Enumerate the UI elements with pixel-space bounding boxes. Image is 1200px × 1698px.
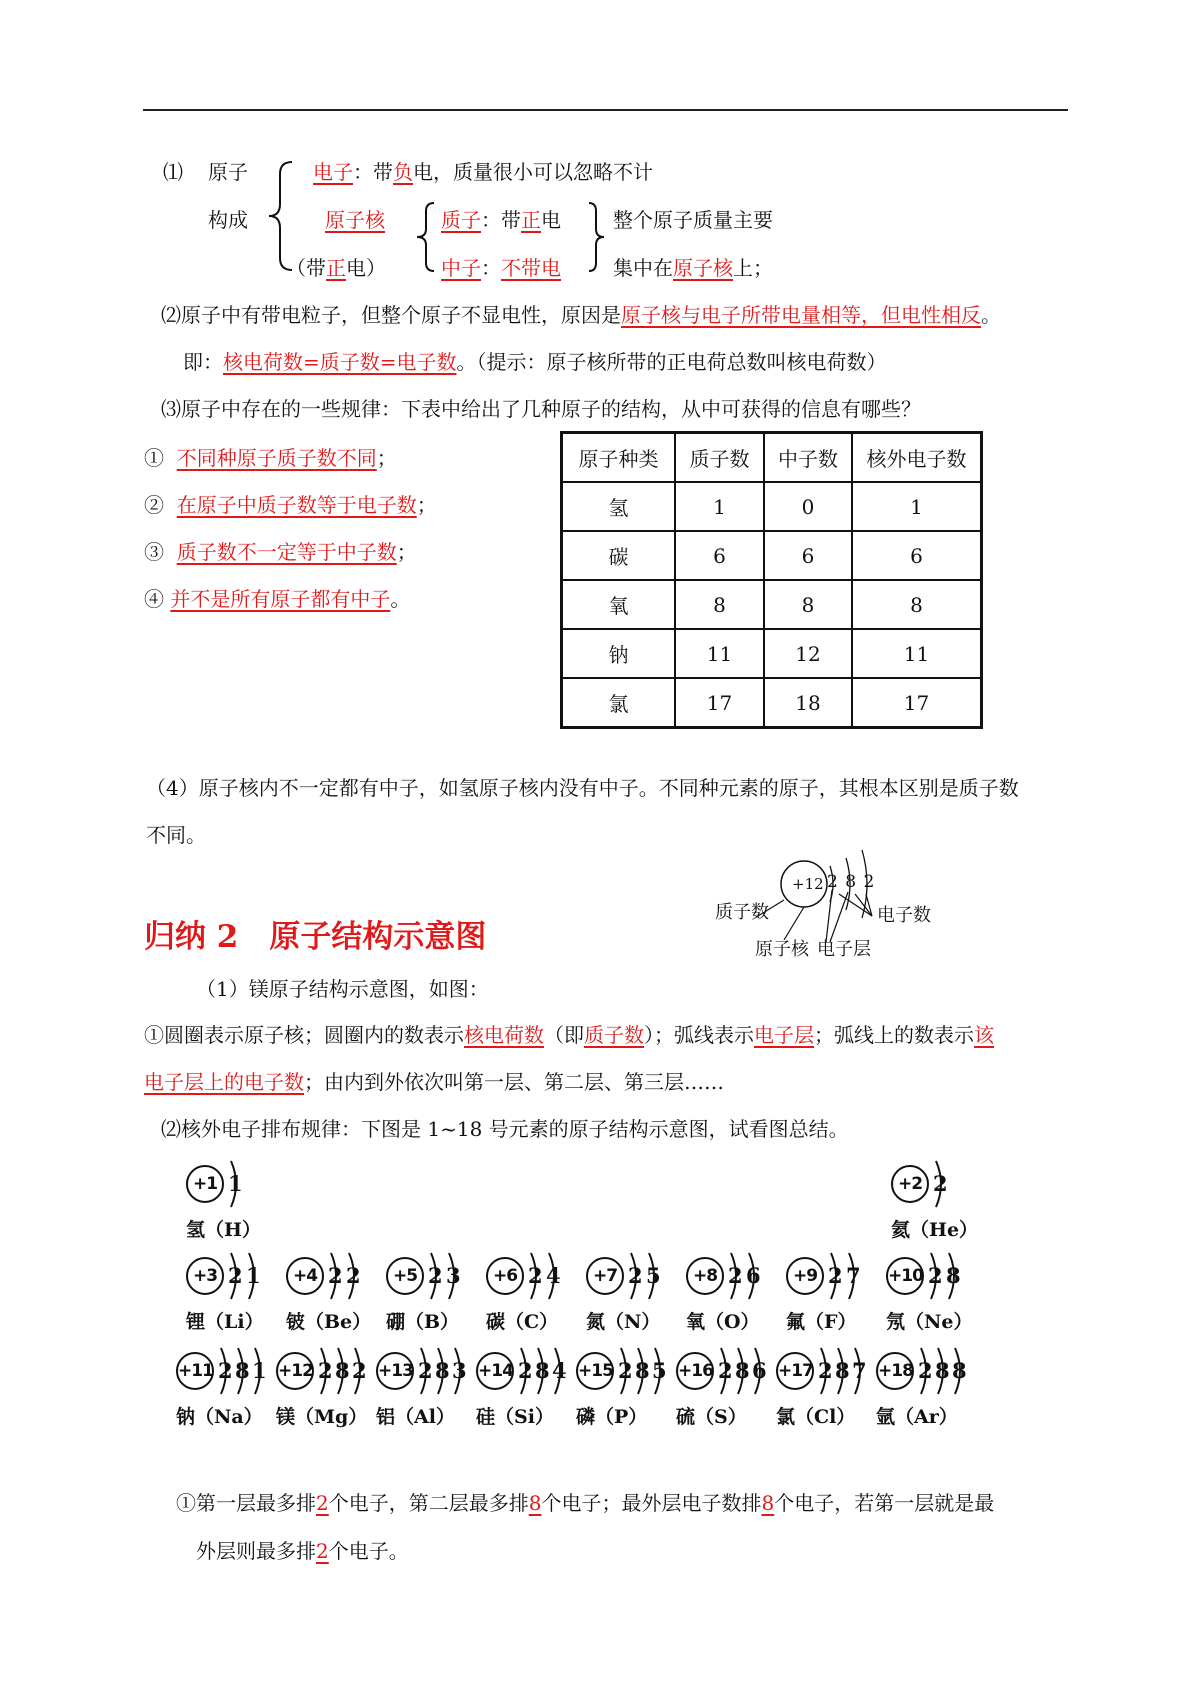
explanation-text: ；由内到外依次叫第一层、第二层、第三层…… <box>304 1070 724 1094</box>
table-cell: 12 <box>764 629 852 678</box>
atom-diagram <box>586 1257 686 1337</box>
table-cell: 1 <box>852 482 982 531</box>
mg-nucleus-charge: +12 <box>792 875 824 893</box>
atom-diagram <box>176 1352 276 1432</box>
shell-electron-count: 2 <box>528 1263 543 1288</box>
atom-nucleus: +14 <box>476 1352 514 1390</box>
table-header: 核外电子数 <box>852 433 982 483</box>
atom-diagram <box>186 1257 286 1337</box>
element-name: 氮（N） <box>586 1311 661 1333</box>
element-name: 氖（Ne） <box>886 1311 973 1333</box>
nucleus-charge <box>286 252 386 281</box>
element-name: 氢（H） <box>186 1219 261 1241</box>
element-name: 铝（Al） <box>376 1406 455 1428</box>
element-name: 氩（Ar） <box>876 1406 958 1428</box>
answer-outer-shell-max: 8 <box>761 1491 775 1515</box>
mass-note-2c: 上； <box>733 256 773 280</box>
explanation-text: ）；弧线表示 <box>644 1023 754 1047</box>
atom-diagram <box>376 1352 476 1432</box>
rule-item <box>144 536 417 565</box>
shell-electron-count: 6 <box>752 1358 767 1383</box>
atom-nucleus: +13 <box>376 1352 414 1390</box>
neutral-reason <box>161 299 1001 328</box>
shell-electron-count: 2 <box>352 1358 367 1383</box>
atom-table <box>560 431 983 729</box>
rule-number: ② <box>144 493 164 517</box>
table-cell: 0 <box>764 482 852 531</box>
table-row <box>562 629 982 678</box>
electron-layer-label: 电子层 <box>817 939 871 960</box>
atom-diagram <box>886 1257 986 1337</box>
proton-desc: ：带 <box>481 208 521 232</box>
nucleus-positive: 正 <box>326 256 346 280</box>
inner-brace <box>414 201 438 273</box>
arrangement-intro: ⑵核外电子排布规律：下图是 1~18 号元素的原子结构示意图，试看图总结。 <box>161 1117 849 1141</box>
table-cell: 钠 <box>562 629 676 678</box>
table-row <box>562 531 982 580</box>
rule-end: 。 <box>390 587 411 611</box>
atom-nucleus: +8 <box>686 1257 724 1295</box>
atom-nucleus: +18 <box>876 1352 914 1390</box>
element-name: 氯（Cl） <box>776 1406 856 1428</box>
table-cell: 11 <box>852 629 982 678</box>
rule-text: 外层则最多排 <box>196 1539 316 1563</box>
shell-electron-count: 2 <box>818 1358 833 1383</box>
mass-note-2a: 集中在 <box>613 256 673 280</box>
item-number: ⑴ <box>163 160 183 184</box>
answer-second-shell-max: 8 <box>528 1491 542 1515</box>
element-name: 磷（P） <box>576 1406 648 1428</box>
rule-item <box>144 442 397 471</box>
shell-electron-count: 1 <box>228 1171 243 1196</box>
answer-electrons-on-layer: 电子层上的电子数 <box>144 1070 304 1094</box>
neutral-answer: 原子核与电子所带电量相等，但电性相反 <box>621 303 981 327</box>
atom-nucleus: +17 <box>776 1352 814 1390</box>
shell-electron-count: 8 <box>235 1358 250 1383</box>
explanation-text: （即 <box>544 1023 584 1047</box>
table-cell: 氯 <box>562 678 676 728</box>
shell-electron-count: 5 <box>652 1358 667 1383</box>
atom-nucleus: +11 <box>176 1352 214 1390</box>
atom-diagram <box>576 1352 676 1432</box>
neutron-term: 中子 <box>441 256 481 280</box>
shell-electron-count: 3 <box>446 1263 461 1288</box>
element-name: 硅（Si） <box>476 1406 554 1428</box>
table-cell: 氧 <box>562 580 676 629</box>
atom-nucleus: +1 <box>186 1165 224 1203</box>
table-cell: 8 <box>852 580 982 629</box>
negative-charge: 负 <box>393 160 413 184</box>
shell-electron-count: 4 <box>546 1263 561 1288</box>
table-cell: 氢 <box>562 482 676 531</box>
rule-item <box>144 583 410 612</box>
answer-electron-layer: 电子层 <box>754 1023 814 1047</box>
atom-diagram <box>476 1352 576 1432</box>
shell-electron-count: 8 <box>952 1358 967 1383</box>
atom-diagram <box>486 1257 586 1337</box>
shell-electron-count: 7 <box>846 1263 861 1288</box>
shell-electron-count: 2 <box>718 1358 733 1383</box>
shell-electron-count: 8 <box>946 1263 961 1288</box>
neutron-note-line2: 不同。 <box>146 823 206 847</box>
atom-nucleus: +7 <box>586 1257 624 1295</box>
atom-label: 原子 <box>208 160 248 184</box>
table-cell: 8 <box>675 580 764 629</box>
explanation-text: ①圆圈表示原子核；圆圈内的数表示 <box>144 1023 464 1047</box>
table-row <box>562 678 982 728</box>
rule-end: ； <box>396 540 417 564</box>
explanation-text: ；弧线上的数表示 <box>814 1023 974 1047</box>
rule-end: ； <box>416 493 437 517</box>
shell-electron-count: 3 <box>452 1358 467 1383</box>
nucleus-term: 原子核 <box>325 208 385 232</box>
rule-text: 个电子，第二层最多排 <box>328 1491 529 1515</box>
table-header: 质子数 <box>675 433 764 483</box>
table-cell: 17 <box>675 678 764 728</box>
nucleus-label: 原子核 <box>755 939 809 960</box>
table-cell: 1 <box>675 482 764 531</box>
electron-line <box>313 156 653 185</box>
atom-nucleus: +10 <box>886 1257 924 1295</box>
atom-nucleus: +15 <box>576 1352 614 1390</box>
element-name: 硼（B） <box>386 1311 460 1333</box>
electron-count-label: 电子数 <box>877 905 931 926</box>
mass-note-2 <box>613 252 773 281</box>
mass-note-1: 整个原子质量主要 <box>613 208 773 232</box>
atom-nucleus: +3 <box>186 1257 224 1295</box>
shell-electron-count: 2 <box>618 1358 633 1383</box>
answer-proton-count: 质子数 <box>584 1023 644 1047</box>
shell-electron-count: 2 <box>228 1263 243 1288</box>
shell-electron-count: 5 <box>646 1263 661 1288</box>
rule-number: ④ <box>144 587 164 611</box>
atom-nucleus: +12 <box>276 1352 314 1390</box>
neutron-colon: ： <box>481 256 501 280</box>
rule-text: 个电子；最外层电子数排 <box>541 1491 762 1515</box>
shell-electron-count: 2 <box>418 1358 433 1383</box>
rule-text: 并不是所有原子都有中子 <box>170 587 391 611</box>
nucleus-charge-open: （带 <box>286 256 326 280</box>
atom-nucleus: +2 <box>891 1165 929 1203</box>
table-cell: 11 <box>675 629 764 678</box>
shell-electron-count: 1 <box>246 1263 261 1288</box>
rule-number: ③ <box>144 540 164 564</box>
mg-shell-counts: 2 8 2 <box>827 872 876 892</box>
neutron-note-line1: （4）原子核内不一定都有中子，如氢原子核内没有中子。不同种元素的原子，其根本区别是质子数 <box>146 776 1019 800</box>
shell-electron-count: 2 <box>933 1171 948 1196</box>
shell-electron-count: 2 <box>318 1358 333 1383</box>
shell-electron-count: 8 <box>635 1358 650 1383</box>
electron-desc-2: 电，质量很小可以忽略不计 <box>413 160 653 184</box>
element-name: 铍（Be） <box>286 1311 372 1333</box>
shell-electron-count: 8 <box>435 1358 450 1383</box>
proton-term: 质子 <box>441 208 481 232</box>
element-name: 锂（Li） <box>186 1311 264 1333</box>
atom-diagram <box>876 1352 976 1432</box>
element-name: 镁（Mg） <box>276 1406 368 1428</box>
atom-diagram <box>776 1352 876 1432</box>
shell-electron-count: 7 <box>852 1358 867 1383</box>
diagram-explanation-line1 <box>144 1019 994 1048</box>
element-name: 钠（Na） <box>176 1406 263 1428</box>
table-cell: 碳 <box>562 531 676 580</box>
proton-line <box>441 204 561 233</box>
answer-nuclear-charge: 核电荷数 <box>464 1023 544 1047</box>
table-cell: 8 <box>764 580 852 629</box>
shell-electron-count: 2 <box>218 1358 233 1383</box>
shell-electron-count: 2 <box>918 1358 933 1383</box>
section-title: 归纳 2 原子结构示意图 <box>144 919 487 955</box>
table-cell: 6 <box>852 531 982 580</box>
nucleus-charge-close: 电） <box>346 256 386 280</box>
electron-desc: ：带 <box>353 160 393 184</box>
atom-diagram <box>276 1352 376 1432</box>
atom-nucleus: +6 <box>486 1257 524 1295</box>
table-row <box>562 482 982 531</box>
shell-electron-count: 8 <box>735 1358 750 1383</box>
shell-electron-count: 4 <box>552 1358 567 1383</box>
table-row <box>562 580 982 629</box>
rule-text: 不同种原子质子数不同 <box>176 446 377 470</box>
rule-end: ； <box>376 446 397 470</box>
shell-electron-count: 2 <box>628 1263 643 1288</box>
charge-equation <box>183 346 887 375</box>
atom-diagram <box>891 1165 991 1245</box>
electron-term: 电子 <box>313 160 353 184</box>
atom-diagram <box>186 1165 286 1245</box>
element-name: 硫（S） <box>676 1406 747 1428</box>
rule-item <box>144 489 437 518</box>
atom-nucleus: +9 <box>786 1257 824 1295</box>
rule-text: 质子数不一定等于中子数 <box>176 540 397 564</box>
neutron-no-charge: 不带电 <box>501 256 561 280</box>
shell-electron-count: 2 <box>518 1358 533 1383</box>
shell-electron-count: 2 <box>828 1263 843 1288</box>
element-name: 氧（O） <box>686 1311 760 1333</box>
equation-answer: 核电荷数=质子数=电子数 <box>223 350 457 374</box>
rule-text: 个电子。 <box>328 1539 409 1563</box>
proton-desc-2: 电 <box>541 208 561 232</box>
shell-electron-count: 2 <box>728 1263 743 1288</box>
shell-electron-count: 8 <box>335 1358 350 1383</box>
table-cell: 17 <box>852 678 982 728</box>
mass-nucleus: 原子核 <box>673 256 733 280</box>
element-name: 氟（F） <box>786 1311 857 1333</box>
rule-number: ① <box>144 446 164 470</box>
composition-label: 构成 <box>208 208 248 232</box>
shell-electron-count: 1 <box>252 1358 267 1383</box>
table-header: 原子种类 <box>562 433 676 483</box>
diagram-explanation-line2 <box>144 1066 724 1095</box>
rule-text: 在原子中质子数等于电子数 <box>176 493 417 517</box>
answer-first-shell-max: 2 <box>316 1491 329 1515</box>
shell-electron-count: 8 <box>535 1358 550 1383</box>
equation-hint: 。（提示：原子核所带的正电荷总数叫核电荷数） <box>456 350 887 374</box>
atom-diagram <box>786 1257 886 1337</box>
shell-electron-count: 2 <box>328 1263 343 1288</box>
neutron-line <box>441 252 561 281</box>
atom-diagram <box>676 1352 776 1432</box>
atom-diagram <box>386 1257 486 1337</box>
atom-diagram <box>286 1257 386 1337</box>
table-header-row <box>562 433 982 483</box>
table-cell: 6 <box>675 531 764 580</box>
shell-electron-count: 6 <box>746 1263 761 1288</box>
table-cell: 6 <box>764 531 852 580</box>
rules-question: ⑶原子中存在的一些规律：下表中给出了几种原子的结构，从中可获得的信息有哪些？ <box>161 397 921 421</box>
atom-diagram <box>686 1257 786 1337</box>
mg-intro: （1）镁原子结构示意图，如图： <box>196 977 489 1001</box>
answer-single-shell-max: 2 <box>316 1539 329 1563</box>
shell-electron-count: 2 <box>428 1263 443 1288</box>
answer-this: 该 <box>974 1023 994 1047</box>
table-cell: 18 <box>764 678 852 728</box>
atom-nucleus: +16 <box>676 1352 714 1390</box>
shell-rule-line1 <box>176 1487 994 1516</box>
atom-nucleus: +4 <box>286 1257 324 1295</box>
shell-electron-count: 8 <box>935 1358 950 1383</box>
shell-electron-count: 2 <box>928 1263 943 1288</box>
neutral-end: 。 <box>981 303 1001 327</box>
equation-prefix: 即： <box>183 350 223 374</box>
proton-count-label: 质子数 <box>715 902 769 923</box>
neutral-question: ⑵原子中有带电粒子，但整个原子不显电性，原因是 <box>161 303 621 327</box>
shell-electron-count: 2 <box>346 1263 361 1288</box>
proton-positive: 正 <box>521 208 541 232</box>
header-rule <box>143 109 1068 111</box>
atom-nucleus: +5 <box>386 1257 424 1295</box>
right-brace <box>586 201 608 273</box>
rule-text: 个电子，若第一层就是最 <box>774 1491 995 1515</box>
element-name: 碳（C） <box>486 1311 559 1333</box>
shell-rule-line2 <box>196 1535 409 1564</box>
element-name: 氦（He） <box>891 1219 979 1241</box>
rule-text: ①第一层最多排 <box>176 1491 316 1515</box>
table-header: 中子数 <box>764 433 852 483</box>
shell-electron-count: 8 <box>835 1358 850 1383</box>
